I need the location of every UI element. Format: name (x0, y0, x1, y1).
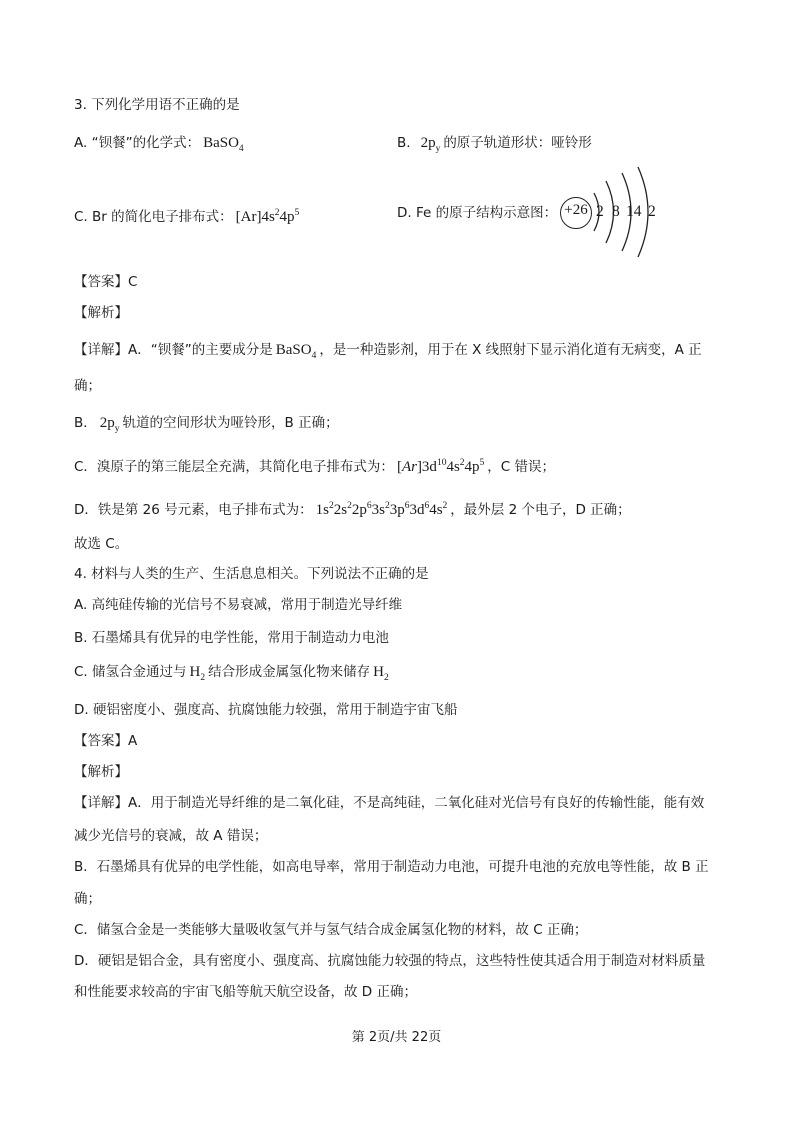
q4-detail-d-cont: 和性能要求较高的宇宙飞船等航天航空设备，故 D 正确； (74, 984, 417, 1000)
q3-option-a (74, 133, 247, 159)
q3-option-c (74, 203, 302, 227)
formula-baso4-detail: BaSO$_4$ (275, 342, 317, 361)
formula-h2: $H_2$ (189, 664, 206, 683)
q3-option-b-text: 的原子轨道形状：哑铃形 (443, 135, 592, 151)
formula-br-full-config: $[Ar]3d^{10}4s^24p^5$ (396, 458, 485, 475)
q3-detail-b (74, 413, 339, 439)
q4-option-b: B. 石墨烯具有优异的电学性能，常用于制造动力电池 (74, 630, 389, 646)
formula-br-config: $[Ar]4s^24p^5$ (235, 208, 300, 225)
q3-option-c-text: C. Br 的简化电子排布式： (74, 209, 233, 225)
q3-detail-c (74, 453, 555, 477)
q3-detail-c-part2: ，C 错误； (487, 459, 555, 475)
q4-detail-b-cont: 确； (74, 891, 101, 907)
q3-detail-b-text: 轨道的空间形状为哑铃形，B 正确； (122, 415, 339, 431)
q4-detail-d: D．硬铝是铝合金，具有密度小、强度高、抗腐蚀能力较强的特点，这些特性使其适合用于制造对材料质量 (74, 953, 706, 969)
nucleus-charge: +26 (564, 202, 588, 218)
q3-detail-b-prefix: B． (74, 415, 97, 431)
shell-3-electrons: 14 (626, 203, 642, 220)
q3-detail-a-cont: 确； (74, 378, 101, 394)
q3-option-b (397, 133, 592, 159)
q4-answer: 【答案】A (74, 733, 138, 749)
q3-option-d (397, 203, 557, 223)
q4-option-a: A. 高纯硅传输的光信号不易衰减，常用于制造光导纤维 (74, 597, 403, 613)
q4-option-c-part2: 结合形成金属氢化物来储存 (208, 664, 371, 680)
q4-detail-a: 【详解】A．用于制造光导纤维的是二氧化硅，不是高纯硅，二氧化硅对光信号有良好的传输性能，能有效 (74, 795, 705, 811)
q4-detail-a-cont: 减少光信号的衰减，故 A 错误； (74, 828, 268, 844)
q4-option-c-part1: C. 储氢合金通过与 (74, 664, 187, 680)
q3-stem: 3. 下列化学用语不正确的是 (74, 97, 240, 113)
q3-option-b-prefix: B. (397, 135, 411, 151)
q3-detail-d-part1: D．铁是第 26 号元素，电子排布式为： (74, 502, 313, 518)
q4-detail-c: C．储氢合金是一类能够大量吸收氢气并与氢气结合成金属氢化物的材料，故 C 正确； (74, 922, 588, 938)
shell-1-electrons: 2 (596, 203, 604, 220)
fe-atom-structure-diagram (558, 165, 670, 260)
q3-detail-d-part2: ，最外层 2 个电子，D 正确； (450, 502, 631, 518)
q4-option-c (74, 662, 392, 688)
q3-detail-a-part1: 【详解】A．“钡餐”的主要成分是 (74, 342, 273, 358)
q3-analysis-label: 【解析】 (74, 305, 128, 321)
q4-stem: 4. 材料与人类的生产、生活息息相关。下列说法不正确的是 (74, 566, 429, 582)
formula-baso4: BaSO$_4$ (203, 135, 244, 154)
q3-option-a-text: A. “钡餐”的化学式： (74, 135, 201, 151)
formula-h2-second: $H_2$ (373, 664, 389, 683)
shell-4-electrons: 2 (648, 203, 656, 220)
q3-option-d-text: D. Fe 的原子结构示意图： (397, 205, 558, 221)
q3-detail-a-part2: ，是一种造影剂，用于在 X 线照射下显示消化道有无病变，A 正 (319, 342, 702, 358)
q3-conclusion: 故选 C。 (74, 536, 129, 552)
page-footer: 第 2页/共 22页 (351, 1030, 442, 1045)
q4-analysis-label: 【解析】 (74, 764, 128, 780)
q3-detail-d (74, 496, 631, 520)
shell-2-electrons: 8 (612, 203, 620, 220)
q3-detail-c-part1: C．溴原子的第三能层全充满，其简化电子排布式为： (74, 459, 394, 475)
formula-fe-config: $1s^22s^22p^63s^23p^63d^64s^2$ (315, 501, 448, 518)
q3-detail-a (74, 340, 702, 366)
q4-detail-b: B．石墨烯具有优异的电学性能，如高电导率，常用于制造动力电池，可提升电池的充放电等性能，故 B 正 (74, 859, 709, 875)
formula-2py: $2p_y$ (420, 135, 441, 154)
q4-option-d: D. 硬铝密度小、强度高、抗腐蚀能力较强，常用于制造宇宙飞船 (74, 702, 458, 718)
q3-answer: 【答案】C (74, 274, 138, 290)
formula-2py-detail: $2p_y$ (99, 415, 120, 434)
